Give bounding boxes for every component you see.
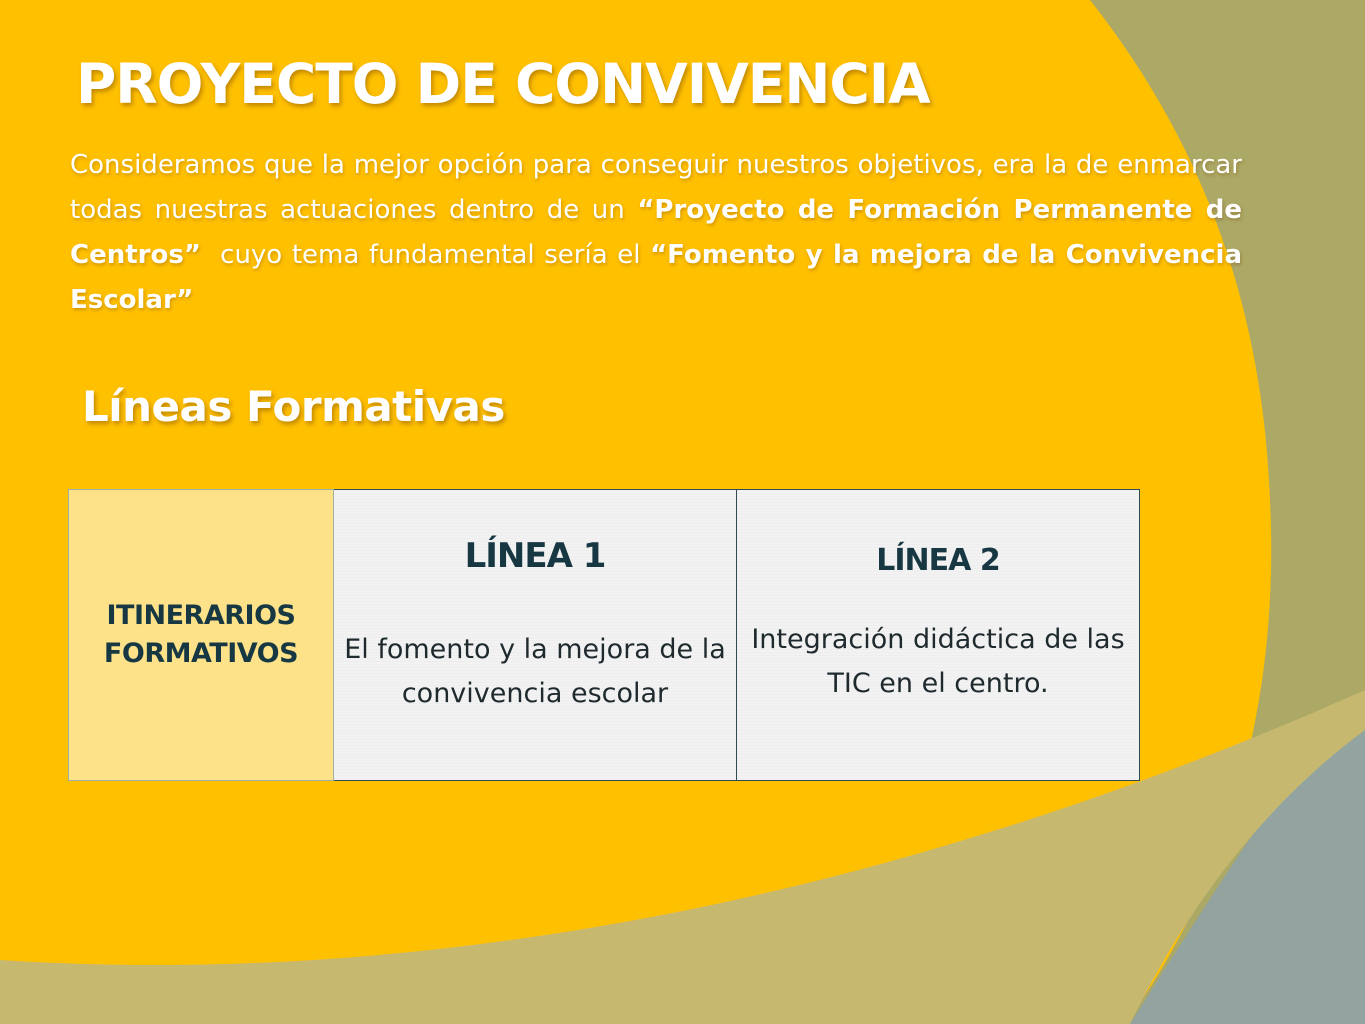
line-1-description: El fomento y la mejora de la convivencia escolar xyxy=(344,634,726,709)
line-2-description: Integración didáctica de las TIC en el centro. xyxy=(751,623,1125,699)
formative-lines-table xyxy=(68,489,1140,781)
itinerarios-header-cell xyxy=(69,490,334,781)
page-title: PROYECTO DE CONVIVENCIA xyxy=(76,52,930,116)
intro-bold-2: “Fomento y la mejora de la Convivencia Escolar” xyxy=(70,240,1242,315)
line-2-cell xyxy=(737,490,1140,781)
intro-paragraph xyxy=(70,143,1242,323)
intro-bold-1: “Proyecto de Formación Permanente de Centros” xyxy=(70,195,1242,270)
line-1-title: LÍNEA 1 xyxy=(464,536,606,576)
line-2-title: LÍNEA 2 xyxy=(876,542,1000,578)
section-subtitle: Líneas Formativas xyxy=(82,382,505,431)
line-1-cell xyxy=(334,490,737,781)
intro-text-2: cuyo tema fundamental sería el xyxy=(200,240,651,270)
itinerarios-label: ITINERARIOS FORMATIVOS xyxy=(103,600,299,669)
table-row xyxy=(69,490,1140,781)
intro-text-1: Consideramos que la mejor opción para conseguir nuestros objetivos, era la de enmarcar todas nuestras actuaciones dentro de un xyxy=(70,150,1242,225)
